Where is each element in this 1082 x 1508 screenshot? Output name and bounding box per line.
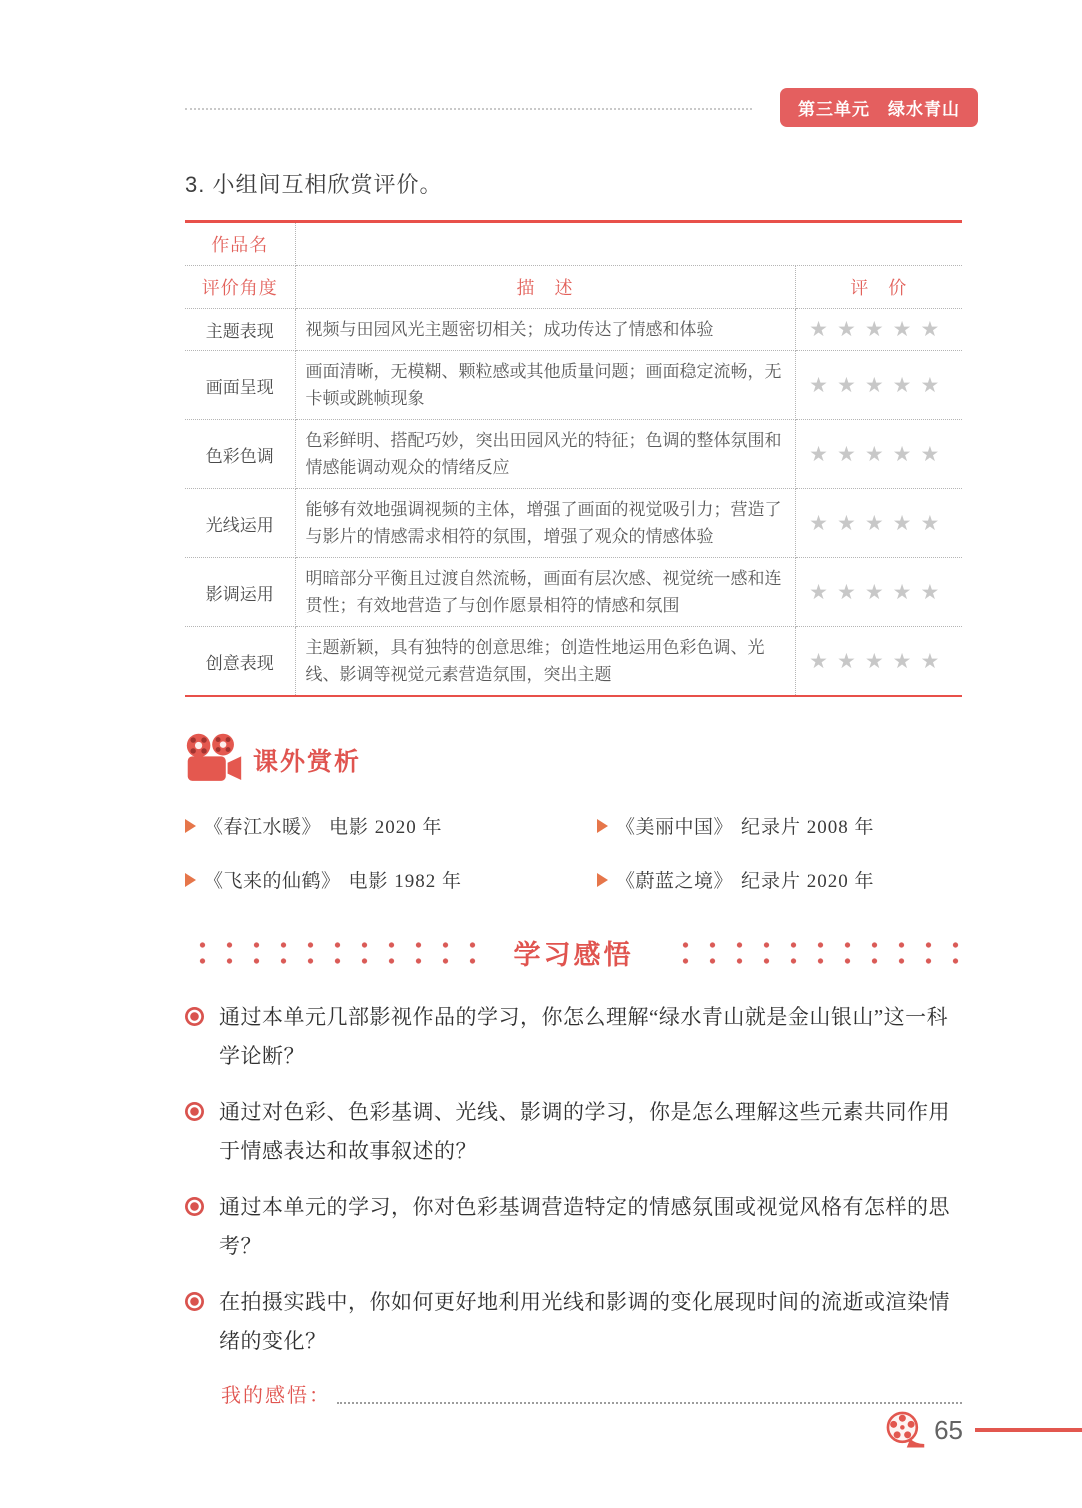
rating-cell xyxy=(795,558,962,627)
question-text: 通过对色彩、色彩基调、光线、影调的学习，你是怎么理解这些元素共同作用于情感表达和故事叙述的？ xyxy=(219,1100,950,1163)
table-row xyxy=(185,627,962,697)
movie-title: 《美丽中国》 xyxy=(616,817,734,838)
footer-accent-line xyxy=(975,1428,1082,1432)
star-rating-icon: ★★★★★ xyxy=(809,580,949,604)
triangle-bullet-icon xyxy=(185,873,196,887)
column-header-rating: 评 价 xyxy=(795,266,962,309)
question-text: 通过本单元的学习，你对色彩基调营造特定的情感氛围或视觉风格有怎样的思考？ xyxy=(219,1195,950,1258)
row-label: 色彩色调 xyxy=(185,420,295,489)
film-projector-icon xyxy=(185,732,243,788)
star-rating-icon: ★★★★★ xyxy=(809,318,949,341)
write-in-line xyxy=(337,1402,962,1404)
section-heading: 3. 小组间互相欣赏评价。 xyxy=(185,172,443,197)
reflection-title: 学习感悟 xyxy=(513,940,634,970)
main-content xyxy=(185,168,962,1408)
movie-meta: 纪录片 2008 年 xyxy=(741,817,875,838)
evaluation-table xyxy=(185,220,962,697)
star-rating-icon: ★★★★★ xyxy=(809,373,949,397)
rating-cell xyxy=(795,489,962,558)
row-description: 视频与田园风光主题密切相关；成功传达了情感和体验 xyxy=(295,309,795,351)
movie-title: 《春江水暖》 xyxy=(204,817,322,838)
extracurricular-section-header xyxy=(185,732,962,788)
film-reel-icon xyxy=(884,1408,926,1452)
triangle-bullet-icon xyxy=(597,873,608,887)
rating-cell xyxy=(795,309,962,351)
triangle-bullet-icon xyxy=(597,819,608,833)
work-name-blank-cell xyxy=(295,222,962,266)
unit-badge: 第三单元 绿水青山 xyxy=(780,88,978,127)
rating-cell xyxy=(795,627,962,697)
row-description: 主题新颖，具有独特的创意思维；创造性地运用色彩色调、光线、影调等视觉元素营造氛围，突出主题 xyxy=(295,627,795,697)
question-item xyxy=(185,998,962,1076)
row-label: 光线运用 xyxy=(185,489,295,558)
row-label: 创意表现 xyxy=(185,627,295,697)
question-list xyxy=(185,998,962,1361)
question-item xyxy=(185,1188,962,1266)
table-row xyxy=(185,489,962,558)
movie-title: 《蔚蓝之境》 xyxy=(616,871,734,892)
movie-meta: 电影 2020 年 xyxy=(329,817,443,838)
page-number: 65 xyxy=(934,1414,963,1445)
table-header-row xyxy=(185,266,962,309)
question-text: 在拍摄实践中，你如何更好地利用光线和影调的变化展现时间的流逝或渲染情绪的变化？ xyxy=(219,1290,950,1353)
movie-meta: 电影 1982 年 xyxy=(348,871,463,892)
row-description: 色彩鲜明、搭配巧妙，突出田园风光的特征；色调的整体氛围和情感能调动观众的情绪反应 xyxy=(295,420,795,489)
star-rating-icon: ★★★★★ xyxy=(809,649,949,673)
question-item xyxy=(185,1093,962,1171)
target-bullet-icon xyxy=(185,1197,204,1216)
table-row xyxy=(185,309,962,351)
question-item xyxy=(185,1283,962,1361)
extracurricular-title: 课外赏析 xyxy=(253,748,362,776)
page-header xyxy=(185,88,978,127)
dot-decoration-left xyxy=(185,937,480,969)
movie-item xyxy=(597,812,962,839)
triangle-bullet-icon xyxy=(185,819,196,833)
movie-item xyxy=(185,812,597,839)
movie-title: 《飞来的仙鹤》 xyxy=(204,871,341,892)
movie-item xyxy=(597,866,962,893)
movie-list xyxy=(185,812,962,893)
my-note-row xyxy=(185,1379,962,1408)
star-rating-icon: ★★★★★ xyxy=(809,511,949,535)
target-bullet-icon xyxy=(185,1007,204,1026)
row-label: 影调运用 xyxy=(185,558,295,627)
row-label: 画面呈现 xyxy=(185,351,295,420)
rating-cell xyxy=(795,351,962,420)
my-note-label: 我的感悟： xyxy=(221,1385,331,1407)
rating-cell xyxy=(795,420,962,489)
column-header-desc: 描 述 xyxy=(295,266,795,309)
movie-meta: 纪录片 2020 年 xyxy=(741,871,875,892)
target-bullet-icon xyxy=(185,1102,204,1121)
dot-decoration-right xyxy=(668,937,963,969)
column-header-angle: 评价角度 xyxy=(185,266,295,309)
dotted-leader-line xyxy=(185,108,752,110)
table-row-work-name xyxy=(185,222,962,266)
reflection-section-header xyxy=(185,933,962,972)
page-footer xyxy=(0,1408,1082,1452)
table-row xyxy=(185,351,962,420)
table-row xyxy=(185,420,962,489)
target-bullet-icon xyxy=(185,1292,204,1311)
movie-item xyxy=(185,866,597,893)
row-description: 明暗部分平衡且过渡自然流畅，画面有层次感、视觉统一感和连贯性；有效地营造了与创作愿景相符的情感和氛围 xyxy=(295,558,795,627)
table-row xyxy=(185,558,962,627)
star-rating-icon: ★★★★★ xyxy=(809,442,949,466)
row-label: 主题表现 xyxy=(185,309,295,351)
question-text: 通过本单元几部影视作品的学习，你怎么理解“绿水青山就是金山银山”这一科学论断？ xyxy=(219,1005,949,1068)
row-description: 画面清晰，无模糊、颗粒感或其他质量问题；画面稳定流畅，无卡顿或跳帧现象 xyxy=(295,351,795,420)
work-name-label: 作品名 xyxy=(185,222,295,266)
row-description: 能够有效地强调视频的主体，增强了画面的视觉吸引力；营造了与影片的情感需求相符的氛围，增强了观众的情感体验 xyxy=(295,489,795,558)
